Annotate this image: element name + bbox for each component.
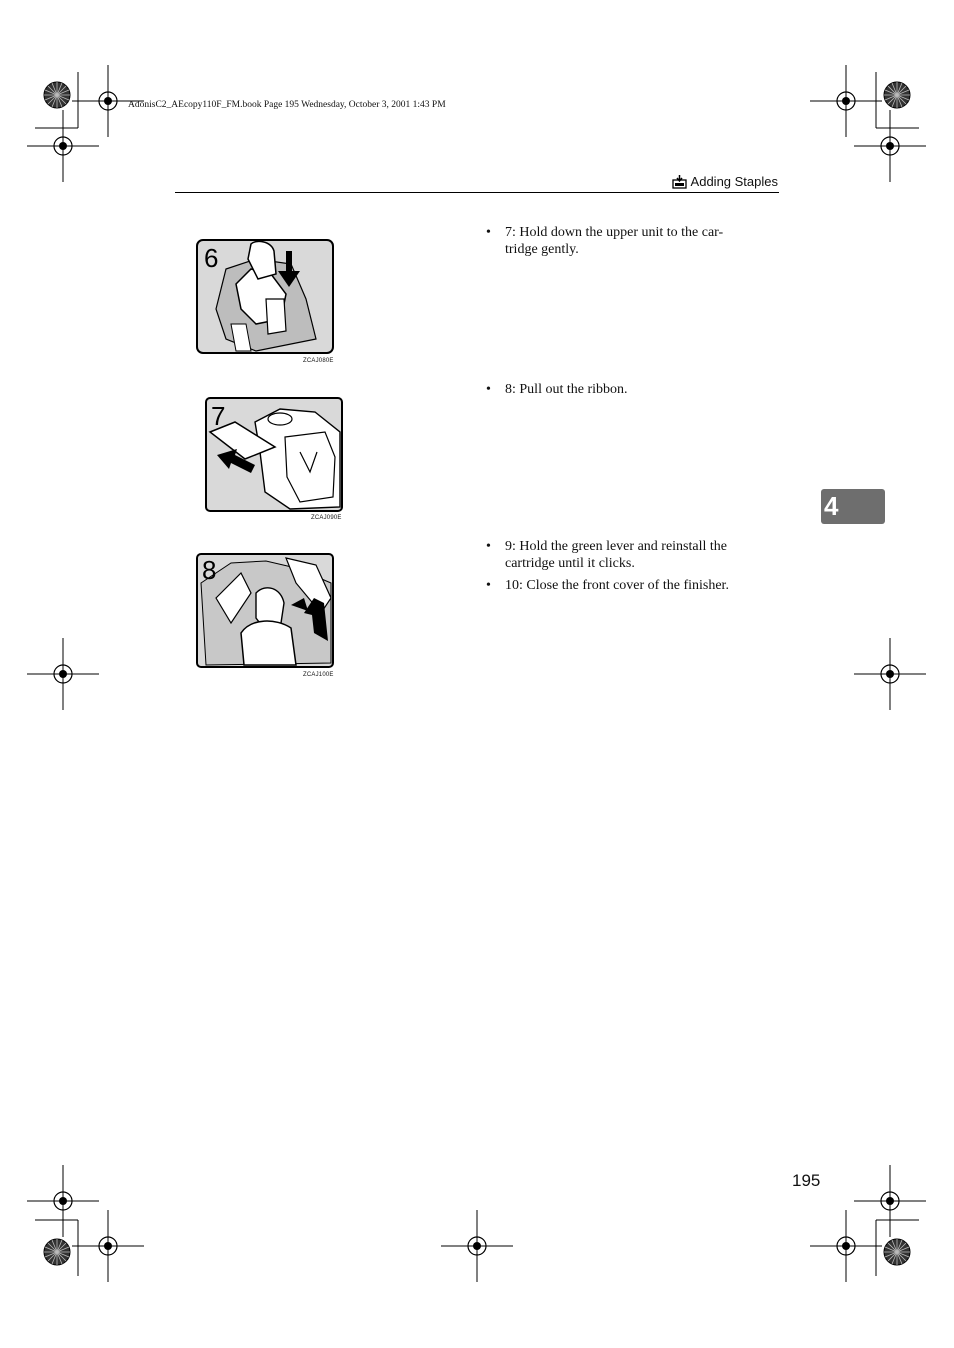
step-line: 9: Hold the green lever and reinstall the xyxy=(505,539,727,554)
staple-cartridge-icon xyxy=(672,175,687,189)
step-line: 8: Pull out the ribbon. xyxy=(505,382,628,397)
reinstall-cartridge-illustration xyxy=(196,553,336,671)
step-line: tridge gently. xyxy=(505,242,579,257)
section-title: Adding Staples xyxy=(690,174,778,189)
figure-step-number: 8 xyxy=(202,555,217,585)
chapter-tab: 4 xyxy=(821,489,885,524)
step-item: • 7: Hold down the upper unit to the car- tridge gently. xyxy=(486,225,724,257)
figure-code: ZCAJ090E xyxy=(311,515,342,521)
figure-step-number: 7 xyxy=(211,401,226,431)
header-rule xyxy=(175,192,779,193)
figure-code: ZCAJ080E xyxy=(303,358,334,364)
book-info-line: AdonisC2_AEcopy110F_FM.book Page 195 Wednesday, October 3, 2001 1:43 PM xyxy=(128,100,446,110)
figure-code: ZCAJ100E xyxy=(303,672,334,678)
page-number: 195 xyxy=(792,1171,821,1190)
step-line: cartridge until it clicks. xyxy=(505,556,635,571)
step-item: • 10: Close the front cover of the finisher. xyxy=(486,577,776,594)
press-down-illustration xyxy=(196,239,336,357)
figure-step-6 xyxy=(196,239,336,362)
figure-step-8 xyxy=(196,553,336,676)
step-line: 7: Hold down the upper unit to the car- xyxy=(505,225,724,240)
pull-ribbon-illustration xyxy=(205,397,345,515)
figure-step-7 xyxy=(205,397,345,520)
figure-step-number: 6 xyxy=(204,243,219,273)
step-line: 10: Close the front cover of the finisher. xyxy=(505,578,729,593)
step-item: • 9: Hold the green lever and reinstall the cartridge until it clicks. xyxy=(486,539,727,571)
step-item: • 8: Pull out the ribbon. xyxy=(486,381,776,398)
running-header xyxy=(672,174,778,189)
